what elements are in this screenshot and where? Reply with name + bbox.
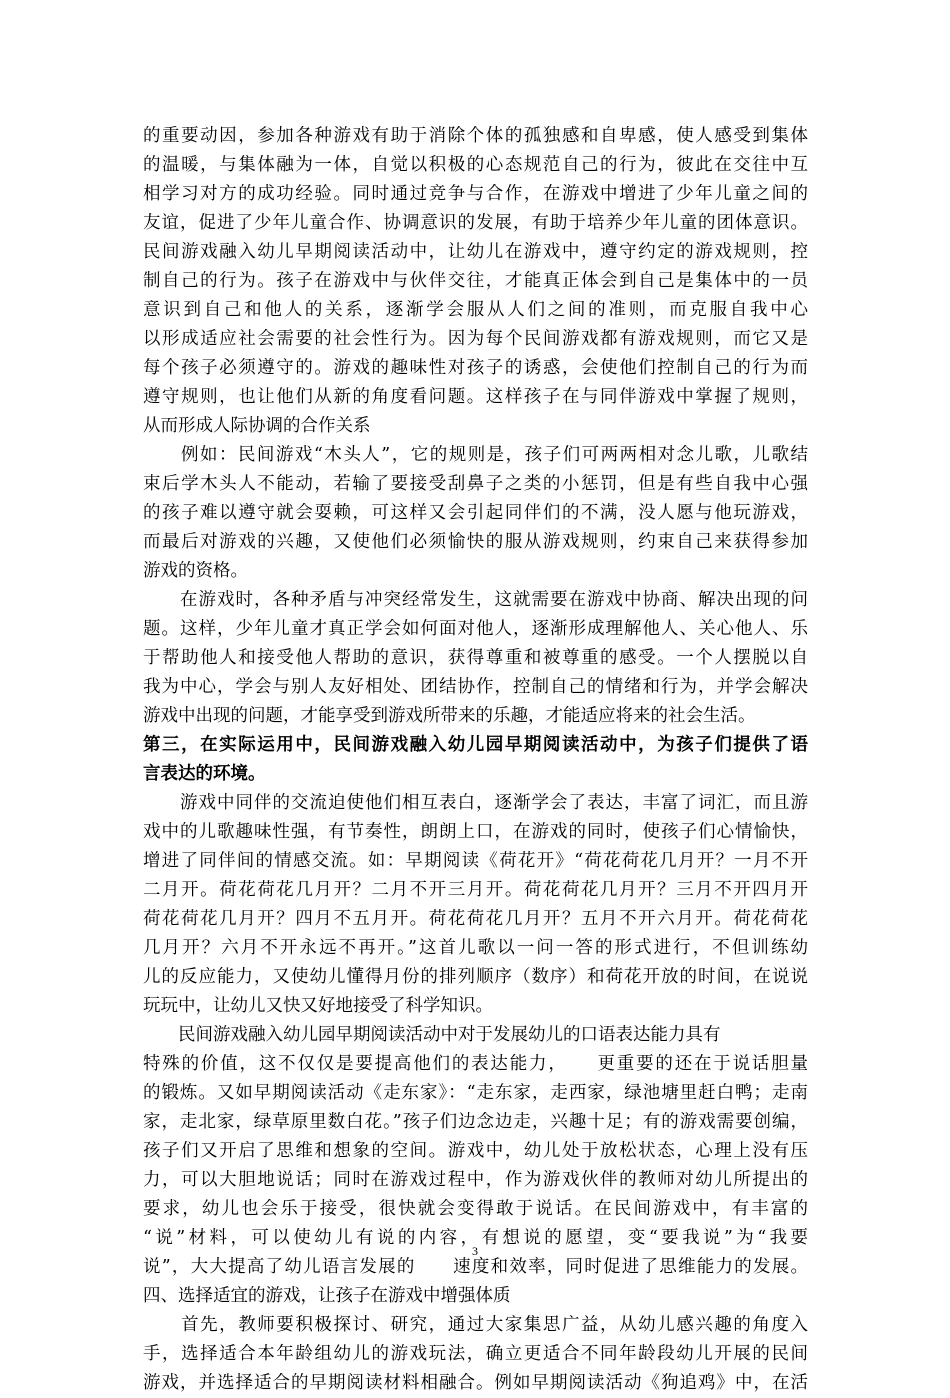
text-line: 四、选择适宜的游戏，让孩子在游戏中增强体质: [143, 1286, 511, 1306]
text-line: 言表达的环境。: [143, 764, 266, 784]
text-line: 束后学木头人不能动，若输了要接受刮鼻子之类的小惩罚，但是有些自我中心强: [143, 474, 808, 494]
text-line: 制自己的行为。孩子在游戏中与伙伴交往，才能真正体会到自己是集体中的一员: [143, 271, 808, 291]
text-line: “说”材料，可以使幼儿有说的内容，有想说的愿望，变“要我说”为“我要: [143, 1228, 808, 1248]
text-line: 民间游戏融入幼儿园早期阅读活动中对于发展幼儿的口语表达能力具有: [143, 1025, 721, 1045]
text-line: 每个孩子必须遵守的。游戏的趣味性对孩子的诱惑，会使他们控制自己的行为而: [143, 358, 808, 378]
text-line: 要求，幼儿也会乐于接受，很快就会变得敢于说话。在民间游戏中，有丰富的: [143, 1199, 808, 1219]
text-line: 的孩子难以遵守就会耍赖，可这样又会引起同伴们的不满，没人愿与他玩游戏，: [143, 503, 808, 523]
text-line: 意识到自己和他人的关系，逐渐学会服从人们之间的准则，而克服自我中心: [143, 300, 808, 320]
text-line: 荷花荷花几月开？四月不五月开。荷花荷花几月开？五月不开六月开。荷花荷花: [143, 909, 808, 929]
text-line: 首先，教师要积极探讨、研究，通过大家集思广益，从幼儿感兴趣的角度入: [143, 1315, 808, 1335]
text-line: 我为中心，学会与别人友好相处、团结协作，控制自己的情绪和行为，并学会解决: [143, 677, 808, 697]
text-line: 相学习对方的成功经验。同时通过竞争与合作，在游戏中增进了少年儿童之间的: [143, 184, 808, 204]
text-line: 特殊的价值，这不仅仅是要提高他们的表达能力， 更重要的还在于说话胆量: [143, 1054, 808, 1074]
text-line: 儿的反应能力，又使幼儿懂得月份的排列顺序（数序）和荷花开放的时间，在说说: [143, 967, 808, 987]
text-line: 几月开？六月不开永远不再开。”这首儿歌以一问一答的形式进行，不但训练幼: [143, 938, 808, 958]
text-line: 的锻炼。又如早期阅读活动《走东家》：“走东家，走西家，绿池塘里赶白鸭；走南: [143, 1083, 808, 1103]
text-line: 以形成适应社会需要的社会性行为。因为每个民间游戏都有游戏规则，而它又是: [143, 329, 808, 349]
text-line: 孩子们又开启了思维和想象的空间。游戏中，幼儿处于放松状态，心理上没有压: [143, 1141, 808, 1161]
text-line: 戏中的儿歌趣味性强，有节奏性，朗朗上口，在游戏的同时，使孩子们心情愉快，: [143, 822, 808, 842]
text-line: 的温暖，与集体融为一体，自觉以积极的心态规范自己的行为，彼此在交往中互: [143, 155, 808, 175]
page-number: 3: [472, 1244, 478, 1258]
text-line: 遵守规则，也让他们从新的角度看问题。这样孩子在与同伴游戏中掌握了规则，: [143, 387, 808, 407]
text-line: 力，可以大胆地说话；同时在游戏过程中，作为游戏伙伴的教师对幼儿所提出的: [143, 1170, 808, 1190]
text-line: 手，选择适合本年龄组幼儿的游戏玩法，确立更适合不同年龄段幼儿开展的民间: [143, 1344, 808, 1364]
text-line: 家，走北家，绿草原里数白花。”孩子们边念边走，兴趣十足；有的游戏需要创编，: [143, 1112, 808, 1132]
text-line: 游戏中同伴的交流迫使他们相互表白，逐渐学会了表达，丰富了词汇，而且游: [143, 793, 808, 813]
text-line: 而最后对游戏的兴趣，又使他们必须愉快的服从游戏规则，约束自己来获得参加: [143, 532, 808, 552]
text-line: 从而形成人际协调的合作关系: [143, 416, 371, 436]
text-line: 增进了同伴间的情感交流。如：早期阅读《荷花开》“荷花荷花几月开？一月不开: [143, 851, 808, 871]
text-line: 在游戏时，各种矛盾与冲突经常发生，这就需要在游戏中协商、解决出现的问: [143, 590, 808, 610]
text-line: 玩玩中，让幼儿又快又好地接受了科学知识。: [143, 996, 493, 1016]
text-line: 游戏的资格。: [143, 561, 248, 581]
text-line: 的重要动因，参加各种游戏有助于消除个体的孤独感和自卑感，使人感受到集体: [143, 126, 808, 146]
text-line: 于帮助他人和接受他人帮助的意识，获得尊重和被尊重的感受。一个人摆脱以自: [143, 648, 808, 668]
text-line: 说”，大大提高了幼儿语言发展的 速度和效率，同时促进了思维能力的发展。: [143, 1257, 808, 1277]
text-line: 例如：民间游戏“木头人”，它的规则是，孩子们可两两相对念儿歌，儿歌结: [143, 445, 808, 465]
text-line: 第三，在实际运用中，民间游戏融入幼儿园早期阅读活动中，为孩子们提供了语: [143, 735, 808, 755]
text-line: 友谊，促进了少年儿童合作、协调意识的发展，有助于培养少年儿童的团体意识。: [143, 213, 808, 233]
text-line: 游戏中出现的问题，才能享受到游戏所带来的乐趣，才能适应将来的社会生活。: [143, 706, 756, 726]
text-line: 二月开。荷花荷花几月开？二月不开三月开。荷花荷花几月开？三月不开四月开: [143, 880, 808, 900]
document-body: [143, 122, 808, 1398]
text-line: 题。这样，少年儿童才真正学会如何面对他人，逐渐形成理解他人、关心他人、乐: [143, 619, 808, 639]
text-line: 游戏，并选择适合的早期阅读材料相融合。例如早期阅读活动《狗追鸡》中，在活: [143, 1373, 808, 1393]
text-line: 民间游戏融入幼儿早期阅读活动中，让幼儿在游戏中，遵守约定的游戏规则，控: [143, 242, 808, 262]
